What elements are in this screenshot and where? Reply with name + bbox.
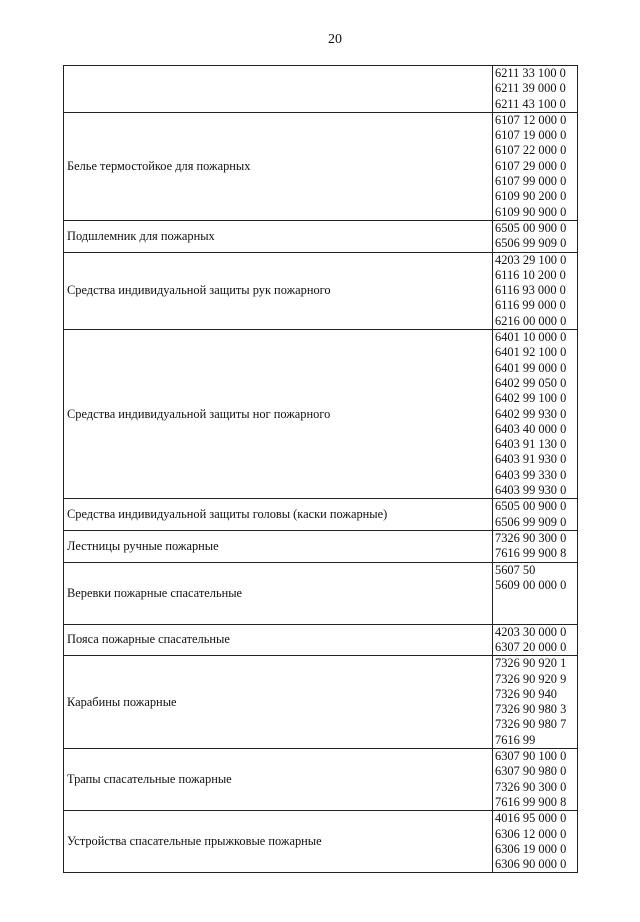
table-row [64, 530, 578, 562]
table-row [64, 499, 578, 531]
tn-ved-codes [493, 112, 578, 220]
tn-ved-code: 4203 30 000 0 [495, 624, 567, 639]
tn-ved-code: 6107 29 000 0 [495, 158, 567, 173]
tn-ved-codes [493, 220, 578, 252]
tn-ved-code: 5609 00 000 0 [495, 577, 567, 592]
product-name: Трапы спасательные пожарные [64, 749, 493, 811]
tn-ved-code: 7326 90 980 7 [495, 717, 567, 732]
product-name: Карабины пожарные [64, 656, 493, 749]
tn-ved-code: 6506 99 909 0 [495, 236, 567, 251]
tn-ved-code: 7616 99 [495, 732, 536, 747]
tn-ved-code: 6109 90 200 0 [495, 189, 567, 204]
tn-ved-code: 6107 12 000 0 [495, 112, 567, 127]
tn-ved-code: 6109 90 900 0 [495, 204, 567, 219]
tn-ved-code: 6306 12 000 0 [495, 826, 567, 841]
tn-ved-code: 6403 40 000 0 [495, 421, 567, 436]
table-row [64, 220, 578, 252]
tn-ved-codes [493, 624, 578, 656]
tn-ved-code: 6403 99 930 0 [495, 483, 567, 498]
tn-ved-code: 6116 10 200 0 [495, 267, 566, 282]
tn-ved-code: 5607 50 [495, 562, 536, 577]
tn-ved-code: 7326 90 920 1 [495, 656, 567, 671]
tn-ved-code: 6116 99 000 0 [495, 298, 566, 313]
tn-ved-codes [493, 530, 578, 562]
tn-ved-code: 6211 33 100 0 [495, 66, 566, 80]
tn-ved-code: 7326 90 300 0 [495, 779, 567, 794]
tn-ved-code: 6307 90 980 0 [495, 764, 567, 779]
tn-ved-code: 6505 00 900 0 [495, 220, 567, 235]
tn-ved-code: 7326 90 980 3 [495, 702, 567, 717]
tn-ved-code: 6116 93 000 0 [495, 283, 566, 298]
table-row [64, 330, 578, 499]
tn-ved-code: 4203 29 100 0 [495, 252, 567, 267]
table-row [64, 624, 578, 656]
tn-ved-code: 6402 99 930 0 [495, 406, 567, 421]
product-name [64, 66, 493, 113]
tn-ved-code: 6401 99 000 0 [495, 360, 567, 375]
page-number: 20 [328, 32, 342, 47]
table-row [64, 252, 578, 329]
tn-ved-code: 7326 90 300 0 [495, 530, 567, 545]
tn-ved-codes [493, 66, 578, 113]
product-name: Подшлемник для пожарных [64, 220, 493, 252]
tn-ved-code: 7616 99 900 8 [495, 794, 567, 809]
table-row [64, 112, 578, 220]
product-name: Веревки пожарные спасательные [64, 562, 493, 624]
tn-ved-codes [493, 252, 578, 329]
product-name: Средства индивидуальной защиты головы (каски пожарные) [64, 499, 493, 531]
tn-ved-code: 6306 19 000 0 [495, 841, 567, 856]
tn-ved-code: 6107 22 000 0 [495, 143, 567, 158]
tn-ved-code: 6306 90 000 0 [495, 857, 567, 872]
tn-ved-code: 7326 90 940 [495, 686, 557, 701]
goods-codes-table [63, 65, 578, 873]
tn-ved-code: 6506 99 909 0 [495, 514, 567, 529]
tn-ved-codes [493, 811, 578, 873]
product-name: Пояса пожарные спасательные [64, 624, 493, 656]
tn-ved-code: 6403 99 330 0 [495, 467, 567, 482]
table-row [64, 811, 578, 873]
product-name: Белье термостойкое для пожарных [64, 112, 493, 220]
tn-ved-code: 6307 20 000 0 [495, 639, 567, 654]
product-name: Устройства спасательные прыжковые пожарные [64, 811, 493, 873]
tn-ved-codes [493, 656, 578, 749]
tn-ved-code: 6107 99 000 0 [495, 174, 567, 189]
tn-ved-code: 6402 99 050 0 [495, 375, 567, 390]
product-name: Лестницы ручные пожарные [64, 530, 493, 562]
product-name: Средства индивидуальной защиты рук пожарного [64, 252, 493, 329]
tn-ved-code: 6307 90 100 0 [495, 749, 567, 764]
table-row [64, 66, 578, 113]
tn-ved-codes [493, 499, 578, 531]
tn-ved-code: 6216 00 000 0 [495, 313, 567, 328]
tn-ved-code: 6403 91 130 0 [495, 437, 567, 452]
tn-ved-code: 7616 99 900 8 [495, 546, 567, 561]
tn-ved-codes [493, 749, 578, 811]
tn-ved-code: 6211 39 000 0 [495, 81, 566, 96]
tn-ved-codes [493, 330, 578, 499]
table-row [64, 656, 578, 749]
tn-ved-code: 6403 91 930 0 [495, 452, 567, 467]
tn-ved-code: 7326 90 920 9 [495, 671, 567, 686]
tn-ved-code: 6402 99 100 0 [495, 391, 567, 406]
tn-ved-code: 6401 92 100 0 [495, 345, 567, 360]
tn-ved-code: 4016 95 000 0 [495, 811, 567, 826]
tn-ved-code: 6211 43 100 0 [495, 96, 566, 111]
tn-ved-code: 6401 10 000 0 [495, 330, 567, 345]
tn-ved-code: 6505 00 900 0 [495, 499, 567, 514]
tn-ved-codes [493, 562, 578, 624]
table-row [64, 749, 578, 811]
table-row [64, 562, 578, 624]
product-name: Средства индивидуальной защиты ног пожарного [64, 330, 493, 499]
tn-ved-code: 6107 19 000 0 [495, 128, 567, 143]
